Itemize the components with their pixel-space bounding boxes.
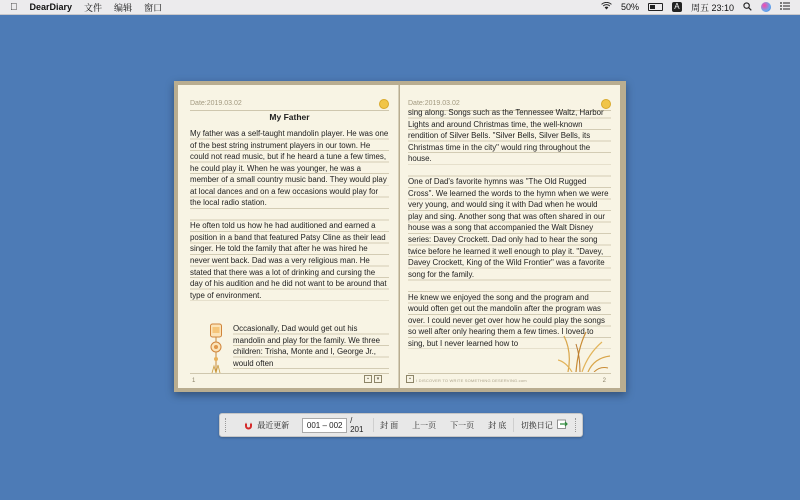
footer-slogan: I DISCOVER TO WRITE SOMETHING DESERVING.com [416,378,527,383]
right-page-text[interactable] [408,107,611,349]
bottom-toolbar [219,413,583,437]
left-page[interactable] [178,85,399,388]
menu-bar [0,0,800,15]
left-page-date: Date:2019.03.02 [190,100,242,107]
footer-divider [408,373,611,374]
left-page-number: 1 [192,378,196,384]
next-page-button[interactable]: 下一页 [450,420,475,430]
paragraph: One of Dad's favorite hymns was "The Old Rugged Cross". We learned the words to the hymn when we were very young, and would sing it with Dad when he would play and sing. Another song that was often shared in our house was a song that accompanied the Walt Disney series: Davey Crockett. Dad only had to hear the song twice before he learned it well enough to play it. "Davey, Davey Crockett, King of the Wild Frontier" was a favorite song for the family. [408,177,609,279]
paragraph: sing along. Songs such as the Tennessee Waltz, Harbor Lights and around Christmas time, the well-known rendition of Silver Bells. "Silver Bells, Silver Bells, its Christmas time in the city" would ring throughout the house. [408,108,604,164]
switch-diary-button[interactable] [514,419,575,431]
spotlight-search-icon[interactable] [743,2,752,13]
left-page-text[interactable] [190,128,389,301]
magnet-icon [244,421,253,430]
page-option-icon[interactable]: ▪ [364,375,372,383]
toolbar-grip[interactable] [575,418,577,432]
recent-updates-label: 最近更新 [257,420,290,430]
grass-decoration-icon [558,328,612,372]
switch-diary-label: 切换日记 [520,420,553,430]
left-page-tail-text[interactable] [233,323,389,369]
apple-menu-icon[interactable] [10,2,18,13]
battery-icon[interactable] [648,3,663,11]
siri-icon[interactable] [761,2,771,12]
footer-divider [190,373,389,374]
right-page-date: Date:2019.03.02 [408,100,460,107]
previous-page-button[interactable]: 上一页 [412,420,437,430]
paragraph: He often told us how he had auditioned and earned a position in a band that featured Patsy Cline as their lead singer. He told the family that after he was hired he never went back. Dad was a very religious man. He stated that there was a lot of drinking and cursing the day of his audition and he did not want to be around that type of environment. [190,221,387,300]
diary-book [174,81,626,392]
calendar-tag-icon[interactable] [209,323,223,375]
right-page[interactable] [400,85,620,388]
entry-title[interactable]: My Father [269,112,310,122]
right-page-number: 2 [602,378,606,384]
paragraph: My father was a self-taught mandolin player. He was one of the best string instrument players in our town. He could not read music, but if he heard a tune a few times, he could play it. When he was younger, he was a member of a small country music band. They would play at local dances and on a few occasions would play for the local radio station. [190,129,389,208]
paragraph: He knew we enjoyed the song and the program and would often get out the mandolin after the program was over. I could never get over how he could play the songs so well after only hearing them a few times. I loved to sing, but I never learned how to [408,292,605,348]
recent-updates-button[interactable] [237,420,296,431]
wifi-icon[interactable] [601,2,612,12]
battery-percent: 50% [620,2,639,12]
page-jump [302,416,366,434]
page-range-input[interactable]: 001 – 002 [302,418,347,433]
clock[interactable]: 周五 23:10 [690,2,734,13]
menu-window[interactable]: 窗口 [136,2,155,13]
page-option-icon[interactable]: ▪ [406,375,414,383]
notification-center-icon[interactable] [780,2,790,12]
toolbar-grip[interactable] [225,418,227,432]
back-cover-button[interactable]: 封 底 [488,420,507,430]
cover-button[interactable]: 封 面 [379,420,399,430]
weather-sun-icon[interactable] [379,99,389,109]
switch-diary-icon [557,419,568,431]
app-menu[interactable]: DearDiary [22,2,65,12]
page-total: / 201 [350,416,364,434]
input-method-icon[interactable]: A [672,2,682,12]
paragraph: Occasionally, Dad would get out his mandolin and play for the family. We three children: Trisha, Monte and I, George Jr., would often [233,324,381,368]
menu-edit[interactable]: 编辑 [106,2,125,13]
header-divider [190,110,389,111]
page-scroll-down-icon[interactable]: ▾ [374,375,382,383]
menu-file[interactable]: 文件 [76,2,95,13]
